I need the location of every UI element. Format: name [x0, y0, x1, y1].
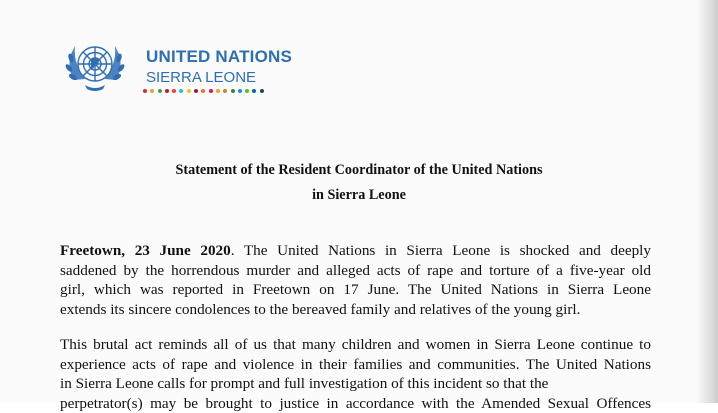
- paragraph-1-line-2: saddened by the horrendous murder and alleged acts of rape and torture of a five-year old: [60, 261, 651, 281]
- sdg-dot: [158, 89, 162, 93]
- paragraph-2-line-3: in Sierra Leone calls for prompt and full investigation of this incident so that the: [60, 374, 651, 394]
- paragraph-2-line-2: experience acts of rape and violence in their families and communities. The United Nations: [60, 355, 651, 375]
- sdg-dot: [238, 89, 242, 93]
- sdg-dot: [201, 89, 205, 93]
- paragraph-1-line-1: [60, 241, 651, 261]
- paragraph-1-line-3: girl, which was reported in Freetown on 17 June. The United Nations in Sierra Leone: [60, 280, 651, 300]
- sdg-dot: [172, 89, 176, 93]
- sdg-dot: [209, 89, 213, 93]
- sdg-dot: [165, 89, 169, 93]
- dateline: Freetown, 23 June 2020: [60, 242, 231, 259]
- sdg-dot: [194, 89, 198, 93]
- statement-title-line-2: in Sierra Leone: [0, 187, 718, 204]
- un-emblem-logo: [60, 36, 130, 96]
- sdg-dot: [245, 89, 249, 93]
- sdg-dot: [179, 89, 183, 93]
- org-subtitle: SIERRA LEONE: [146, 69, 256, 86]
- paragraph-2: [60, 335, 651, 413]
- org-name: UNITED NATIONS: [146, 47, 292, 67]
- paragraph-1-line-4: extends its sincere condolences to the bereaved family and relatives of the young girl.: [60, 300, 651, 320]
- sdg-dot: [252, 89, 256, 93]
- statement-title-line-1: Statement of the Resident Coordinator of the United Nations: [0, 162, 718, 179]
- paragraph-2-line-4: perpetrator(s) may be brought to justice in accordance with the Amended Sexual Offences: [60, 394, 651, 413]
- sdg-dot: [187, 89, 191, 93]
- sdg-dot: [260, 89, 264, 93]
- sdg-dot: [143, 89, 147, 93]
- sdg-color-dots: [143, 89, 264, 93]
- sdg-dot: [223, 89, 227, 93]
- sdg-dot: [216, 89, 220, 93]
- sdg-dot: [231, 89, 235, 93]
- page-edge-shadow: [696, 0, 718, 403]
- paragraph-2-line-1: This brutal act reminds all of us that many children and women in Sierra Leone continue to: [60, 335, 651, 355]
- paragraph-1: [60, 241, 651, 319]
- sdg-dot: [150, 89, 154, 93]
- paragraph-1-line-1-text: . The United Nations in Sierra Leone is shocked and deeply: [231, 242, 651, 259]
